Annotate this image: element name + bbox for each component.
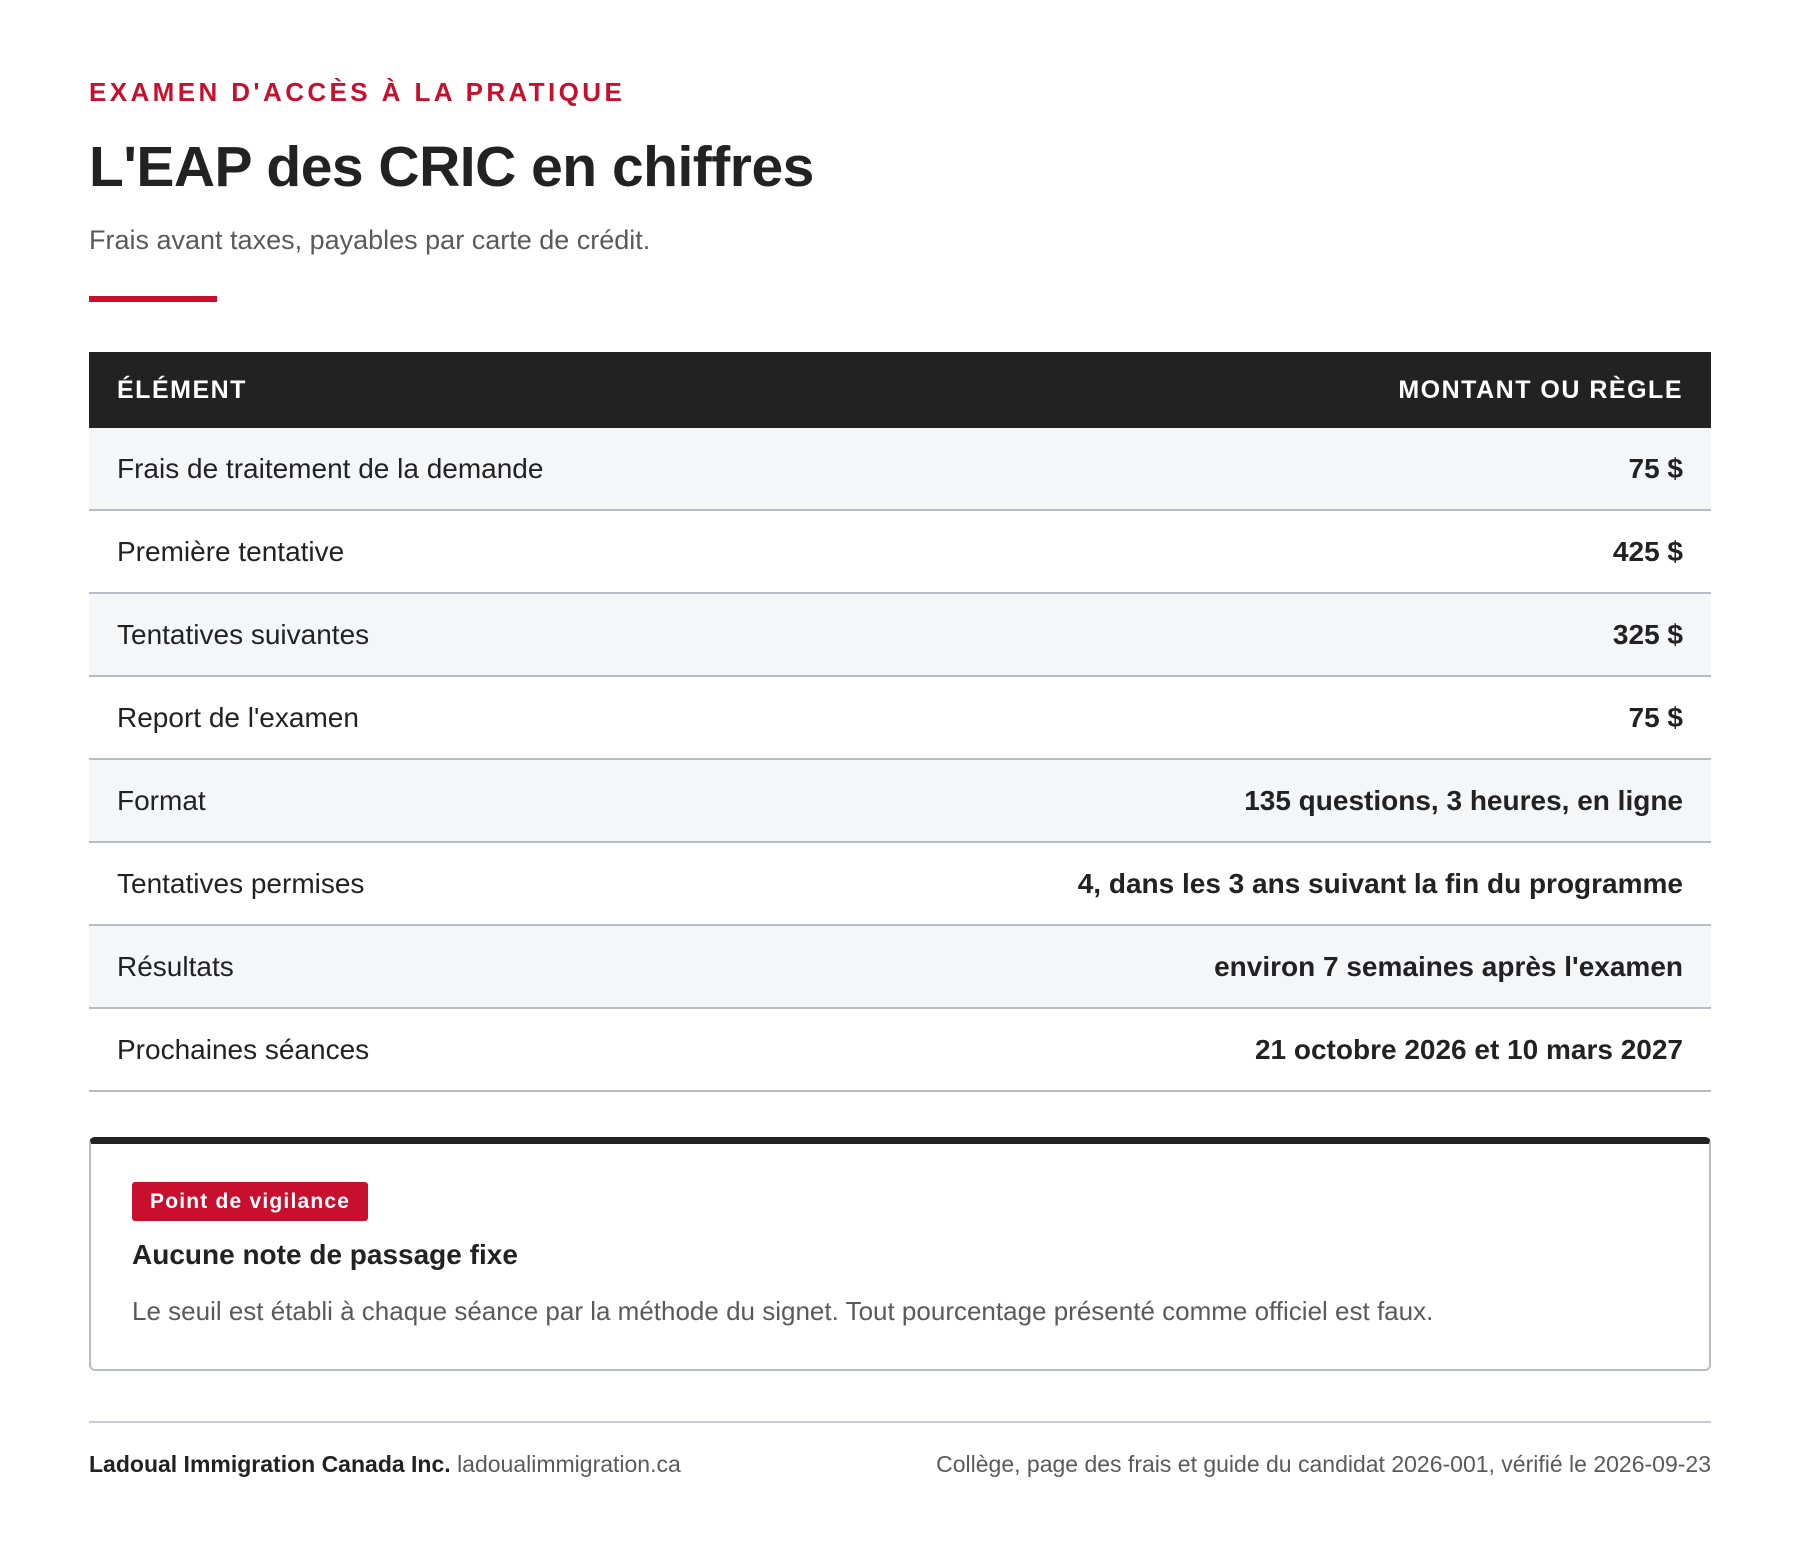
table-row [89,593,1711,676]
footer-credit [89,1451,681,1478]
row-value: 75 $ [773,428,1711,510]
row-label: Tentatives permises [89,842,773,925]
table-row [89,1008,1711,1091]
row-label: Report de l'examen [89,676,773,759]
vigilance-badge: Point de vigilance [132,1182,368,1221]
row-label: Première tentative [89,510,773,593]
table-row [89,676,1711,759]
footer-source: Collège, page des frais et guide du candidat 2026-001, vérifié le 2026-09-23 [936,1451,1711,1477]
row-label: Prochaines séances [89,1008,773,1091]
column-header-amount: MONTANT OU RÈGLE [773,352,1711,428]
row-label: Tentatives suivantes [89,593,773,676]
eyebrow-label: EXAMEN D'ACCÈS À LA PRATIQUE [89,77,626,107]
row-value: 135 questions, 3 heures, en ligne [773,759,1711,842]
fees-table [89,352,1711,1092]
callout-title: Aucune note de passage fixe [132,1239,518,1270]
footer [89,1421,1711,1478]
table-row [89,759,1711,842]
row-value: 75 $ [773,676,1711,759]
accent-divider [89,296,217,302]
table-row [89,510,1711,593]
page-subtitle: Frais avant taxes, payables par carte de crédit. [89,225,651,255]
column-header-element: ÉLÉMENT [89,352,773,428]
table-header [89,352,1711,428]
row-label: Format [89,759,773,842]
table-row [89,842,1711,925]
row-value: 4, dans les 3 ans suivant la fin du programme [773,842,1711,925]
page-title: L'EAP des CRIC en chiffres [89,135,814,199]
table-header-row [89,352,1711,428]
row-value: 21 octobre 2026 et 10 mars 2027 [773,1008,1711,1091]
row-value: 325 $ [773,593,1711,676]
row-label: Frais de traitement de la demande [89,428,773,510]
table-body [89,428,1711,1091]
vigilance-callout [89,1137,1711,1371]
callout-text: Le seuil est établi à chaque séance par la méthode du signet. Tout pourcentage présenté comme officiel est faux. [132,1296,1434,1326]
row-value: 425 $ [773,510,1711,593]
footer-company: Ladoual Immigration Canada Inc. [89,1451,451,1477]
row-value: environ 7 semaines après l'examen [773,925,1711,1008]
table-row [89,925,1711,1008]
table-row [89,428,1711,510]
row-label: Résultats [89,925,773,1008]
footer-website: ladoualimmigration.ca [457,1451,681,1477]
